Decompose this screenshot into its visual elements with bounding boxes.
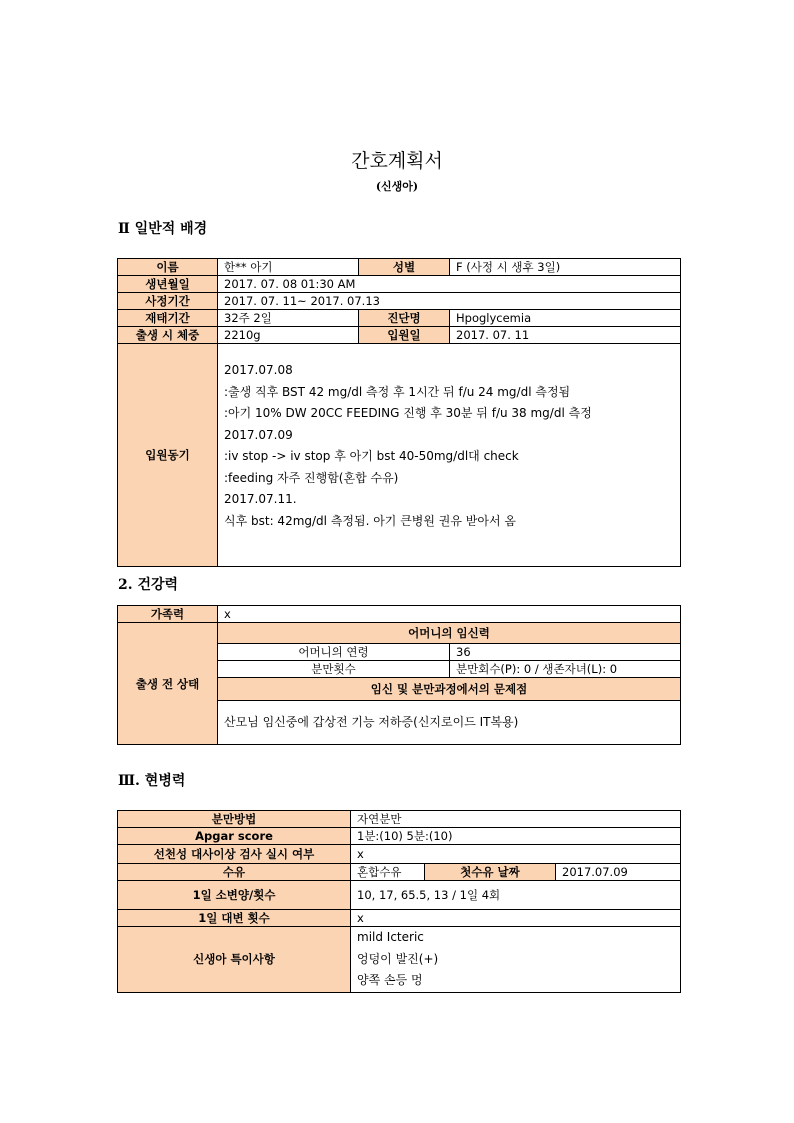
section2-heading: 2. 건강력	[118, 577, 179, 593]
delivery-count-value: 분만회수(P): 0 / 생존자녀(L): 0	[450, 661, 681, 678]
reason-line: :iv stop -> iv stop 후 아기 bst 40-50mg/dl대 check	[224, 449, 519, 463]
dob-label: 생년월일	[118, 276, 218, 293]
first-feeding-label: 첫수유 날짜	[425, 864, 556, 881]
reason-line: :출생 직후 BST 42 mg/dl 측정 후 1시간 뒤 f/u 24 mg/dl 측정됨	[224, 384, 571, 399]
section1-heading: Ⅱ 일반적 배경	[118, 221, 208, 237]
name-label: 이름	[118, 259, 218, 276]
assess-period-label: 사정기간	[118, 293, 218, 310]
newborn-note-line: 양쪽 손등 멍	[357, 973, 423, 987]
metabolic-test-label: 선천성 대사이상 검사 실시 여부	[118, 845, 351, 864]
pregnancy-problems-text: 산모님 임신중에 갑상전 기능 저하증(신지로이드 IT복용)	[224, 714, 519, 729]
assess-period-value: 2017. 07. 11~ 2017. 07.13	[218, 293, 681, 310]
delivery-method-value: 자연분만	[351, 811, 681, 828]
feeding-value: 혼합수유	[351, 864, 425, 881]
diagnosis-value: Hpoglycemia	[450, 310, 681, 327]
admission-reason-value	[218, 344, 681, 567]
stool-label: 1일 대변 횟수	[118, 910, 351, 927]
gestation-value: 32주 2일	[218, 310, 359, 327]
prenatal-status-label: 출생 전 상태	[118, 623, 218, 745]
reason-line: 2017.07.11.	[224, 492, 297, 506]
apgar-value: 1분:(10) 5분:(10)	[351, 828, 681, 845]
newborn-note-line: 엉덩이 발진(+)	[357, 951, 439, 966]
current-history-table	[117, 810, 681, 993]
delivery-count-label: 분만횟수	[218, 661, 450, 678]
admission-reason-label: 입원동기	[118, 344, 218, 567]
name-value: 한** 아기	[218, 259, 359, 276]
reason-line: :feeding 자주 진행함(혼합 수유)	[224, 470, 399, 485]
family-history-value: x	[218, 606, 681, 623]
admission-date-label: 입원일	[359, 327, 450, 344]
reason-line: 2017.07.08	[224, 363, 293, 377]
delivery-method-label: 분만방법	[118, 811, 351, 828]
reason-line: :아기 10% DW 20CC FEEDING 진행 후 30분 뒤 f/u 38 mg/dl 측정	[224, 406, 592, 420]
mother-age-value: 36	[450, 644, 681, 661]
family-history-label: 가족력	[118, 606, 218, 623]
health-history-table	[117, 605, 681, 745]
sex-value: F (사정 시 생후 3일)	[450, 259, 681, 276]
document-title: 간호계획서	[351, 150, 443, 172]
mother-age-label: 어머니의 연령	[218, 644, 450, 661]
reason-line: 2017.07.09	[224, 427, 293, 442]
document-subtitle: (신생아)	[375, 180, 419, 193]
birth-weight-label: 출생 시 체중	[118, 327, 218, 344]
section3-heading: Ⅲ. 현병력	[118, 773, 186, 789]
pregnancy-problems-label: 임신 및 분만과정에서의 문제점	[218, 678, 681, 701]
metabolic-test-value: x	[351, 845, 681, 864]
newborn-notes-value	[351, 927, 681, 993]
stool-value: x	[351, 910, 681, 927]
first-feeding-value: 2017.07.09	[556, 864, 681, 881]
diagnosis-label: 진단명	[359, 310, 450, 327]
feeding-label: 수유	[118, 864, 351, 881]
apgar-label: Apgar score	[118, 828, 351, 845]
pregnancy-problems-value	[218, 701, 681, 745]
reason-line: 식후 bst: 42mg/dl 측정됨. 아기 큰병원 권유 받아서 옴	[224, 513, 516, 528]
gestation-label: 재태기간	[118, 310, 218, 327]
newborn-note-line: mild Icteric	[357, 930, 424, 944]
sex-label: 성별	[359, 259, 450, 276]
urine-label: 1일 소변양/횟수	[118, 881, 351, 910]
dob-value: 2017. 07. 08 01:30 AM	[218, 276, 681, 293]
general-background-table	[117, 258, 681, 567]
urine-value: 10, 17, 65.5, 13 / 1일 4회	[351, 881, 681, 910]
admission-date-value: 2017. 07. 11	[450, 327, 681, 344]
birth-weight-value: 2210g	[218, 327, 359, 344]
mother-pregnancy-history-label: 어머니의 임신력	[218, 623, 681, 644]
newborn-notes-label: 신생아 특이사항	[118, 927, 351, 993]
